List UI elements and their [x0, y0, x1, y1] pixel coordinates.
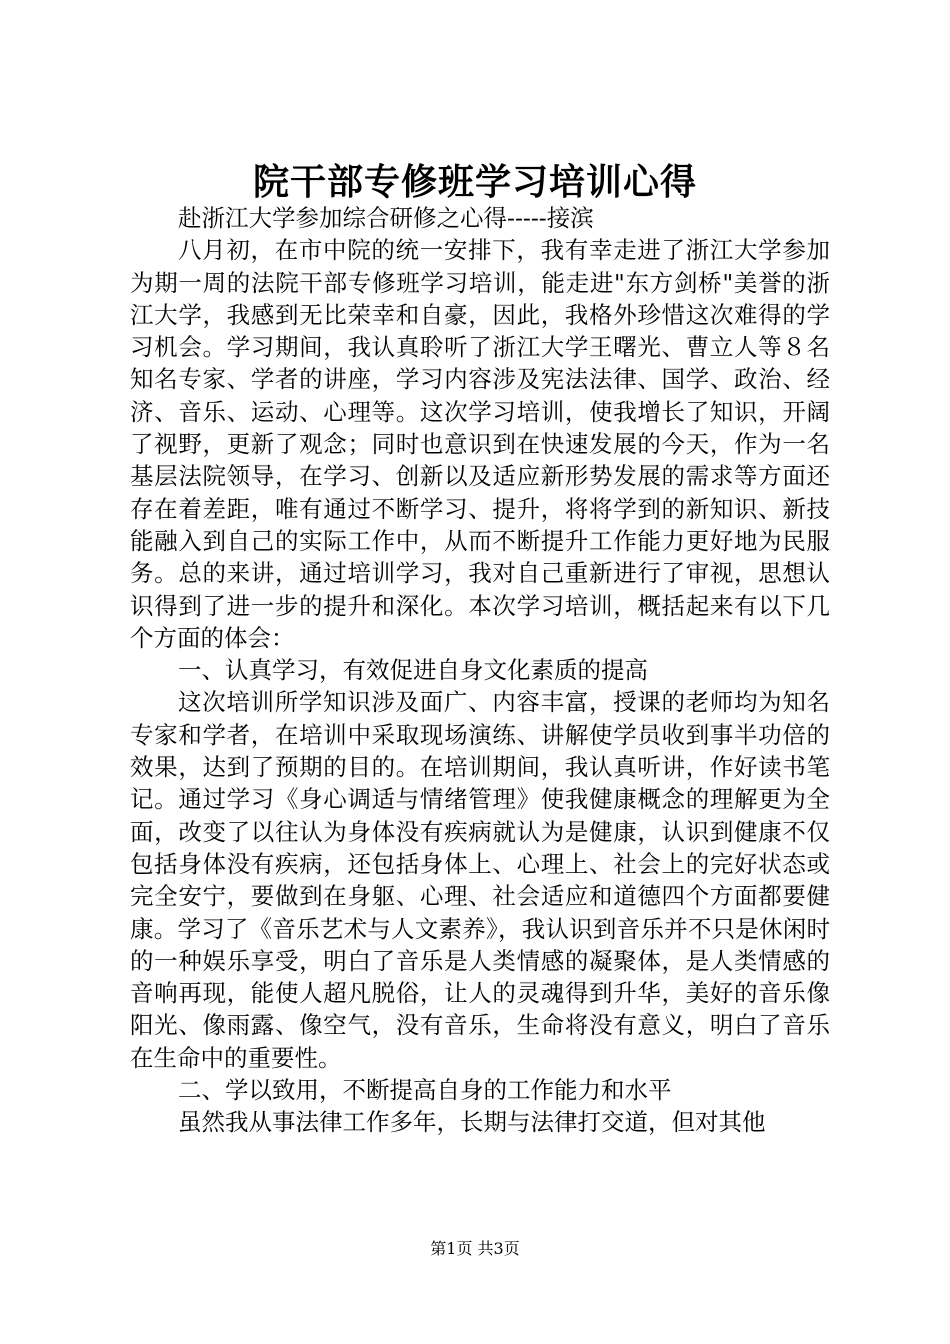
page-number-footer: 第1页 共3页 — [430, 1239, 520, 1258]
intro-paragraph: 八月初，在市中院的统一安排下，我有幸走进了浙江大学参加为期一周的法院干部专修班学习培训，能走进"东方剑桥"美誉的浙江大学，我感到无比荣幸和自豪，因此，我格外珍惜这次难得的学习机会。学习期间，我认真聆听了浙江大学王曙光、曹立人等８名知名专家、学者的讲座，学习内容涉及宪法法律、国学、政治、经济、音乐、运动、心理等。这次学习培训，使我增长了知识，开阔了视野，更新了观念；同时也意识到在快速发展的今天，作为一名基层法院领导，在学习、创新以及适应新形势发展的需求等方面还存在着差距，唯有通过不断学习、提升，将将学到的新知识、新技能融入到自己的实际工作中，从而不断提升工作能力更好地为民服务。总的来讲，通过培训学习，我对自己重新进行了审视，思想认识得到了进一步的提升和深化。本次学习培训，概括起来有以下几个方面的体会： — [130, 236, 830, 652]
document-body — [130, 202, 830, 1139]
section-heading-1: 一、认真学习，有效促进自身文化素质的提高 — [178, 656, 648, 685]
document-title: 院干部专修班学习培训心得 — [252, 161, 697, 203]
section-1-paragraph: 这次培训所学知识涉及面广、内容丰富，授课的老师均为知名专家和学者，在培训中采取现场演练、讲解使学员收到事半功倍的效果，达到了预期的目的。在培训期间，我认真听讲，作好读书笔记。通过学习《身心调适与情绪管理》使我健康概念的理解更为全面，改变了以往认为身体没有疾病就认为是健康，认识到健康不仅包括身体没有疾病，还包括身体上、心理上、社会上的完好状态或完全安宁，要做到在身躯、心理、社会适应和道德四个方面都要健康。学习了《音乐艺术与人文素养》，我认识到音乐并不只是休闲时的一种娱乐享受，明白了音乐是人类情感的凝聚体，是人类情感的音响再现，能使人超凡脱俗，让人的灵魂得到升华，美好的音乐像阳光、像雨露、像空气，没有音乐，生命将没有意义，明白了音乐在生命中的重要性。 — [130, 688, 830, 1072]
section-2-paragraph: 虽然我从事法律工作多年，长期与法律打交道，但对其他 — [178, 1108, 766, 1137]
section-heading-2: 二、学以致用，不断提高自身的工作能力和水平 — [178, 1076, 672, 1105]
subtitle-paragraph: 赴浙江大学参加综合研修之心得-----接滨 — [178, 204, 594, 232]
